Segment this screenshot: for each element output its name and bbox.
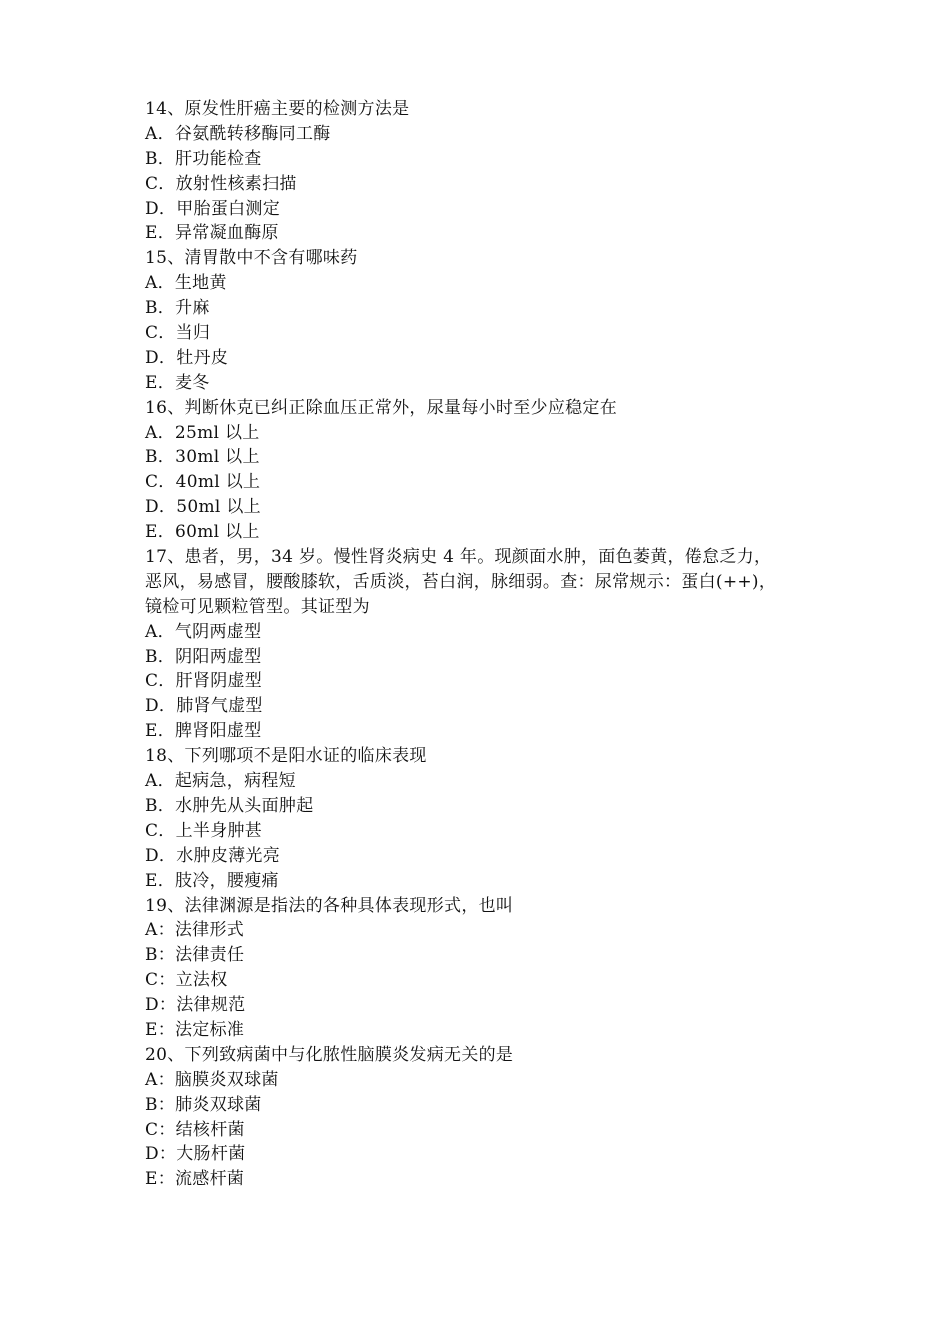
option-a: A．气阴两虚型 xyxy=(145,621,262,642)
option-a: A：脑膜炎双球菌 xyxy=(145,1069,279,1090)
option-b: B：肺炎双球菌 xyxy=(145,1094,262,1115)
question-16 xyxy=(145,396,825,545)
question-stem: 14、原发性肝癌主要的检测方法是 xyxy=(145,99,410,119)
option-c: C．肝肾阴虚型 xyxy=(145,671,263,692)
option-b: B．30ml 以上 xyxy=(145,447,260,468)
option-b: B：法律责任 xyxy=(145,945,245,966)
option-d: D：法律规范 xyxy=(145,995,246,1016)
document-page xyxy=(145,97,825,1192)
option-b: B．肝功能检查 xyxy=(145,148,262,169)
question-stem: 15、清胃散中不含有哪味药 xyxy=(145,248,358,269)
option-b: B．水肿先从头面肿起 xyxy=(145,795,314,816)
option-d: D．牡丹皮 xyxy=(145,347,229,368)
option-d: D．50ml 以上 xyxy=(145,497,261,518)
question-stem: 20、下列致病菌中与化脓性脑膜炎发病无关的是 xyxy=(145,1044,514,1065)
question-15 xyxy=(145,246,825,395)
question-17 xyxy=(145,545,825,744)
option-a: A：法律形式 xyxy=(145,920,245,941)
option-a: A．谷氨酰转移酶同工酶 xyxy=(145,123,331,144)
option-c: C．40ml 以上 xyxy=(145,472,261,493)
option-d: D．水肿皮薄光亮 xyxy=(145,845,281,866)
option-c: C：结核杆菌 xyxy=(145,1119,245,1140)
option-e: E．麦冬 xyxy=(145,372,210,393)
option-e: E．异常凝血酶原 xyxy=(145,223,279,244)
option-b: B．升麻 xyxy=(145,298,210,319)
option-a: A．25ml 以上 xyxy=(145,422,260,443)
option-d: D．甲胎蛋白测定 xyxy=(145,198,281,219)
question-stem-line-1: 17、患者，男，34 岁。慢性肾炎病史 4 年。现颜面水肿，面色萎黄，倦怠乏力， xyxy=(145,547,772,568)
question-14 xyxy=(145,97,825,246)
option-b: B．阴阳两虚型 xyxy=(145,646,262,667)
option-e: E：法定标准 xyxy=(145,1019,245,1040)
option-e: E：流感杆菌 xyxy=(145,1169,245,1190)
option-e: E．脾肾阳虚型 xyxy=(145,721,262,742)
option-c: C．当归 xyxy=(145,323,211,344)
question-19 xyxy=(145,894,825,1043)
question-20 xyxy=(145,1043,825,1192)
option-c: C：立法权 xyxy=(145,970,228,991)
question-stem-line-3: 镜检可见颗粒管型。其证型为 xyxy=(145,596,370,617)
option-c: C．上半身肿甚 xyxy=(145,820,263,841)
option-a: A．生地黄 xyxy=(145,273,227,294)
question-stem-line-2: 恶风，易感冒，腰酸膝软，舌质淡，苔白润，脉细弱。查：尿常规示：蛋白(++)， xyxy=(145,571,777,592)
option-a: A．起病急，病程短 xyxy=(145,771,296,792)
question-stem: 19、法律渊源是指法的各种具体表现形式，也叫 xyxy=(145,895,514,916)
option-e: E．肢冷，腰瘦痛 xyxy=(145,870,279,891)
option-e: E．60ml 以上 xyxy=(145,522,260,543)
option-d: D：大肠杆菌 xyxy=(145,1144,246,1165)
question-18 xyxy=(145,744,825,893)
option-d: D．肺肾气虚型 xyxy=(145,696,263,717)
option-c: C．放射性核素扫描 xyxy=(145,173,297,194)
question-stem: 18、下列哪项不是阳水证的临床表现 xyxy=(145,746,427,767)
question-stem: 16、判断休克已纠正除血压正常外，尿量每小时至少应稳定在 xyxy=(145,397,618,418)
